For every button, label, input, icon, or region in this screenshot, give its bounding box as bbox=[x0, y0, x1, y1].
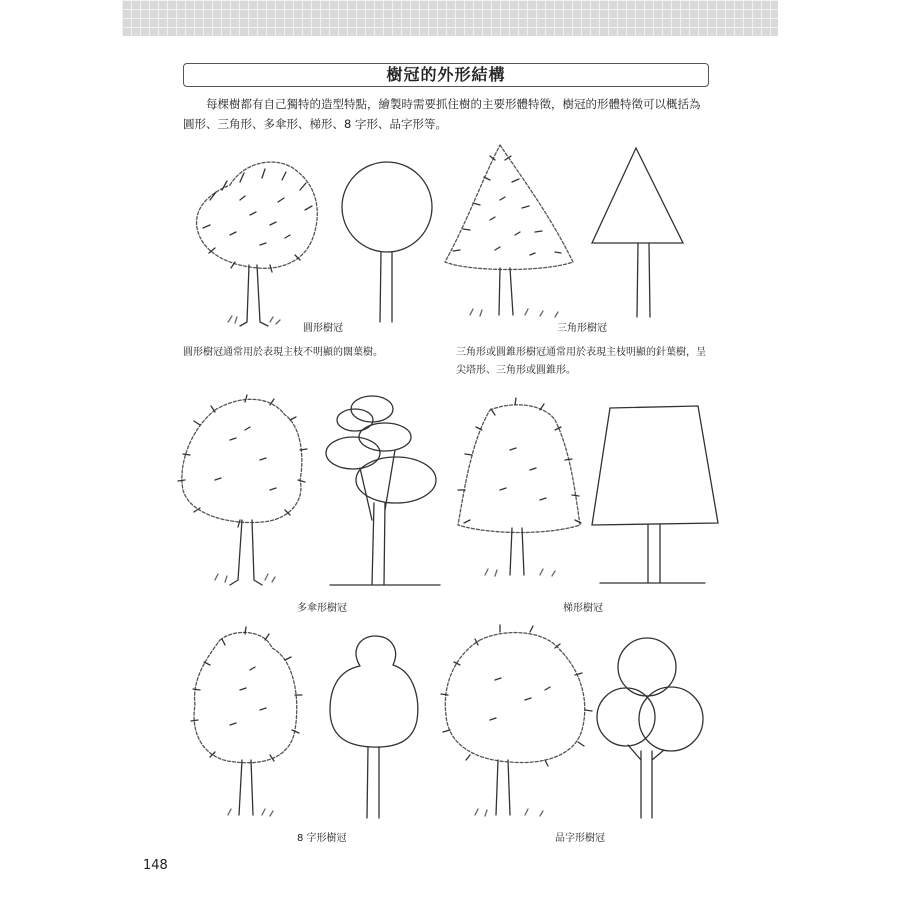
triangle-crown-sketch bbox=[445, 145, 573, 317]
figure-8-diagram bbox=[330, 636, 418, 818]
pin-shaped-sketch bbox=[441, 625, 592, 816]
pin-shaped-diagram bbox=[597, 638, 703, 818]
triangle-crown-diagram bbox=[592, 148, 683, 317]
note-round-crown: 圓形樹冠通常用於表現主枝不明顯的闊葉樹。 bbox=[183, 347, 383, 358]
trapezoid-crown-diagram bbox=[592, 406, 718, 583]
caption-figure-8: 8 字形樹冠 bbox=[297, 833, 347, 844]
note-triangle-crown bbox=[456, 344, 726, 380]
trapezoid-crown-sketch bbox=[458, 398, 581, 576]
caption-round-crown: 圓形樹冠 bbox=[303, 323, 343, 334]
caption-triangle-crown: 三角形樹冠 bbox=[557, 323, 607, 334]
caption-trapezoid: 梯形樹冠 bbox=[563, 603, 603, 614]
note-triangle-line-2: 尖塔形、三角形或圓錐形。 bbox=[456, 365, 576, 376]
caption-multi-umbrella: 多傘形樹冠 bbox=[297, 603, 347, 614]
round-crown-sketch bbox=[197, 162, 318, 326]
note-triangle-line-1: 三角形或圓錐形樹冠通常用於表現主枝明顯的針葉樹，呈 bbox=[456, 347, 706, 358]
intro-line-2: 圓形、三角形、多傘形、梯形、8 字形、品字形等。 bbox=[183, 117, 447, 131]
intro-line-1: 每棵樹都有自己獨特的造型特點，繪製時需要抓住樹的主要形體特徵，樹冠的形體特徵可以概括為 bbox=[206, 97, 701, 111]
page-number: 148 bbox=[143, 858, 168, 873]
figure-8-sketch bbox=[191, 627, 302, 816]
caption-pin-shaped: 品字形樹冠 bbox=[555, 833, 605, 844]
multi-umbrella-diagram bbox=[326, 396, 440, 585]
round-crown-diagram bbox=[342, 162, 432, 322]
section-title: 樹冠的外形結構 bbox=[183, 63, 709, 87]
multi-umbrella-sketch bbox=[178, 395, 307, 585]
